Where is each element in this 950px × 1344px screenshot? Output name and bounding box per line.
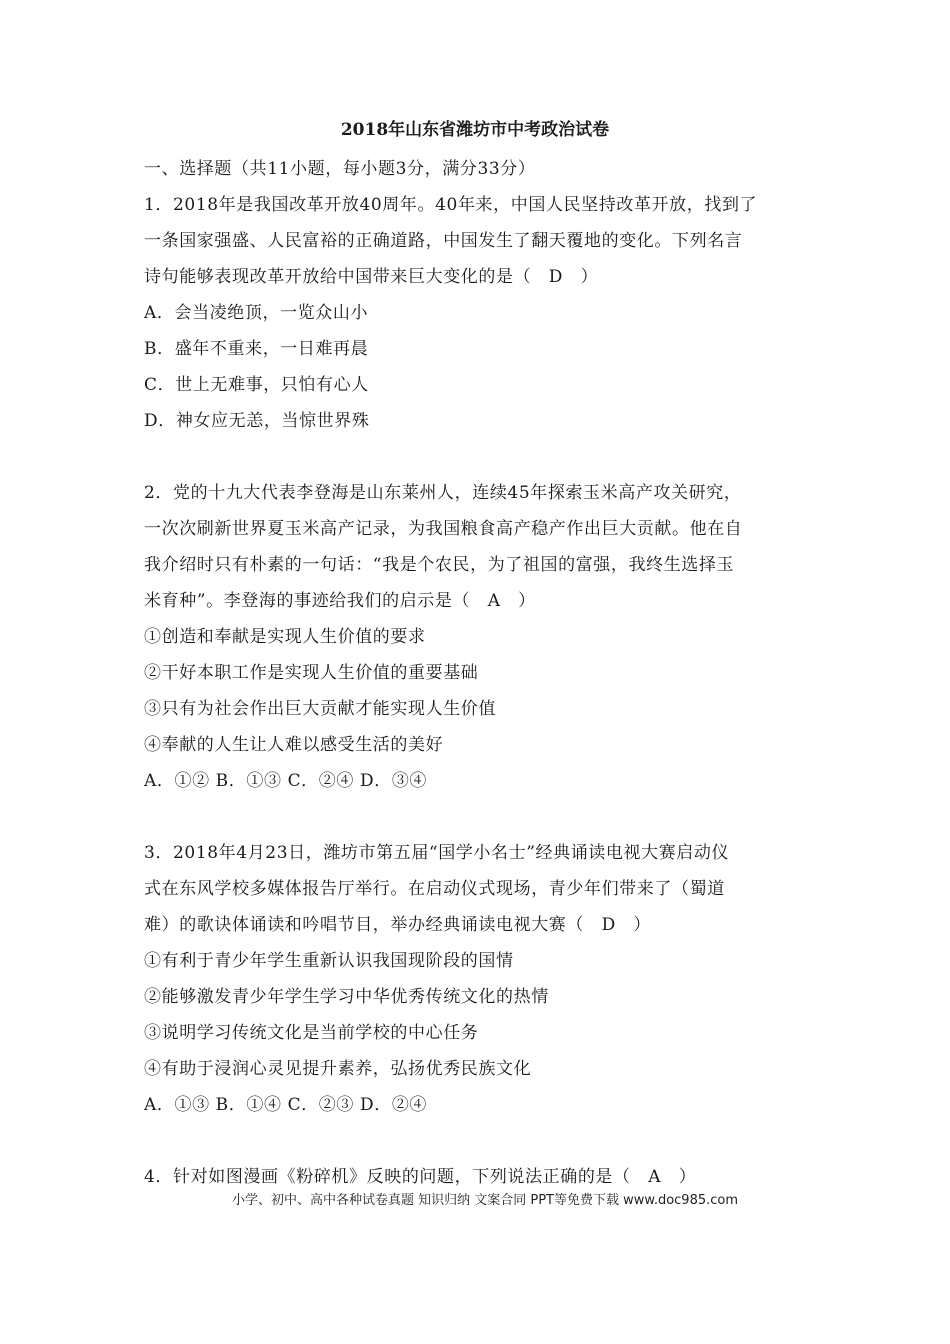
section-header: 一、选择题（共11小题，每小题3分，满分33分） (144, 159, 536, 179)
question-1-option-b: B．盛年不重来，一日难再晨 (144, 339, 369, 359)
page-footer: 小学、初中、高中各种试卷真题 知识归纳 文案合同 PPT等免费下载 www.doc985.com (231, 1193, 739, 1208)
question-1-option-c: C．世上无难事，只怕有心人 (144, 375, 369, 395)
question-2-stem-line-4: 米育种”。李登海的事迹给我们的启示是（ A ） (144, 591, 536, 611)
question-3-stem-line-2: 式在东风学校多媒体报告厅举行。在启动仪式现场，青少年们带来了（蜀道 (144, 879, 725, 899)
question-3-statement-2: ②能够激发青少年学生学习中华优秀传统文化的热情 (144, 987, 549, 1007)
question-2-statement-3: ③只有为社会作出巨大贡献才能实现人生价值 (144, 699, 496, 719)
question-1-option-d: D．神女应无恙，当惊世界殊 (144, 411, 370, 431)
question-1-stem-line-2: 一条国家强盛、人民富裕的正确道路，中国发生了翻天覆地的变化。下列名言 (144, 231, 743, 251)
document-body (144, 151, 812, 1195)
question-2-options: A．①② B．①③ C．②④ D．③④ (144, 771, 428, 791)
question-3-stem-line-1: 3．2018年4月23日，潍坊市第五届“国学小名士”经典诵读电视大赛启动仪 (144, 843, 730, 863)
question-1-stem-line-1: 1．2018年是我国改革开放40周年。40年来，中国人民坚持改革开放，找到了 (144, 195, 758, 215)
question-3-stem-line-3: 难）的歌诀体诵读和吟唱节目，举办经典诵读电视大赛（ D ） (144, 915, 652, 935)
question-2 (144, 475, 812, 799)
question-2-statement-4: ④奉献的人生让人难以感受生活的美好 (144, 735, 444, 755)
question-4-stem: 4．针对如图漫画《粉碎机》反映的问题，下列说法正确的是（ A ） (144, 1167, 697, 1187)
question-3 (144, 835, 812, 1123)
question-1-option-a: A．会当凌绝顶，一览众山小 (144, 303, 369, 323)
question-2-stem-line-2: 一次次刷新世界夏玉米高产记录，为我国粮食高产稳产作出巨大贡献。他在自 (144, 519, 743, 539)
question-2-statement-2: ②干好本职工作是实现人生价值的重要基础 (144, 663, 479, 683)
question-2-stem-line-3: 我介绍时只有朴素的一句话：“我是个农民，为了祖国的富强，我终生选择玉 (144, 555, 735, 575)
question-1 (144, 187, 812, 439)
question-3-options: A．①③ B．①④ C．②③ D．②④ (144, 1095, 428, 1115)
question-3-statement-4: ④有助于浸润心灵见提升素养，弘扬优秀民族文化 (144, 1059, 532, 1079)
spacer (144, 439, 812, 475)
question-3-statement-3: ③说明学习传统文化是当前学校的中心任务 (144, 1023, 479, 1043)
question-2-stem-line-1: 2．党的十九大代表李登海是山东莱州人，连续45年探索玉米高产攻关研究， (144, 483, 742, 503)
question-3-statement-1: ①有利于青少年学生重新认识我国现阶段的国情 (144, 951, 514, 971)
document-title: 2018年山东省潍坊市中考政治试卷 (340, 120, 610, 140)
spacer (144, 1123, 812, 1159)
spacer (144, 799, 812, 835)
question-1-stem-line-3: 诗句能够表现改革开放给中国带来巨大变化的是（ D ） (144, 267, 599, 287)
question-2-statement-1: ①创造和奉献是实现人生价值的要求 (144, 627, 426, 647)
